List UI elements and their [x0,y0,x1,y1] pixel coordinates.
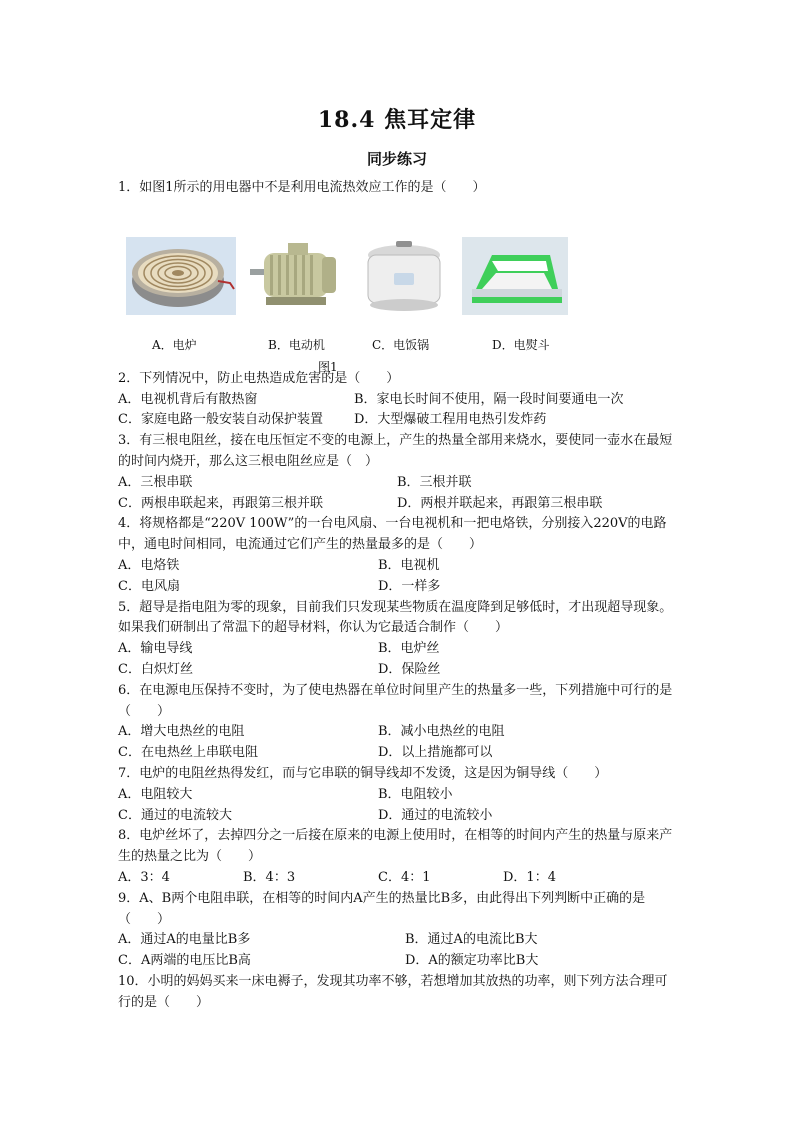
option-row [118,390,678,411]
electric-motor-image [246,237,346,315]
option-d: D．大型爆破工程用电热引发炸药 [354,412,547,428]
figure-label: 图1 [318,359,338,374]
option-row [118,868,678,889]
option-b: B．通过A的电流比B大 [405,932,538,948]
question-10: 10．小明的妈妈买来一床电褥子，发现其功率不够，若想增加其放热的功率，则下列方法合理可行的是（ ） [118,973,668,1010]
electric-iron-image [462,237,568,315]
option-c: C．白炽灯丝 [118,661,193,677]
option-label: B．电动机 [268,337,325,352]
option-a: A．输电导线 [118,641,193,657]
option-a: A．3：4 [118,869,170,885]
option-a: A．增大电热丝的电阻 [118,724,245,740]
option-c: C．4：1 [378,869,431,885]
question-8: 8．电炉丝坏了，去掉四分之一后接在原来的电源上使用时，在相等的时间内产生的热量与原来产生的热量之比为（ ） [118,828,673,865]
page-title: 18.4 焦耳定律 [317,107,477,133]
option-b: B．电炉丝 [378,641,440,657]
question-2: 2．下列情况中，防止电热造成危害的是（ ） [118,370,400,386]
option-row [118,473,678,494]
option-b: B．电阻较小 [378,786,453,802]
option-row [118,494,678,515]
option-a: A．三根串联 [118,474,193,490]
option-row [118,806,678,827]
option-row [118,722,678,743]
option-b: B．家电长时间不使用，隔一段时间要通电一次 [354,391,624,407]
question-5: 5．超导是指电阻为零的现象，目前我们只发现某些物质在温度降到足够低时，才出现超导现象。如果我们研制出了常温下的超导材料，你认为它最适合制作（ ） [118,599,673,636]
option-c: C．在电热丝上串联电阻 [118,745,258,761]
option-row [118,577,678,598]
figure-1 [118,199,678,374]
rice-cooker-image [356,237,452,315]
option-row [118,743,678,764]
option-d: D．A的额定功率比B大 [405,953,539,969]
option-b: B．4：3 [243,869,296,885]
question-3: 3．有三根电阻丝，接在电压恒定不变的电源上，产生的热量全部用来烧水，要使同一壶水在最短的时间内烧开，那么这三根电阻丝应是（ ） [118,433,673,469]
question-1: 1．如图1所示的用电器中不是利用电流热效应工作的是（ ） [118,180,486,195]
option-d: D．以上措施都可以 [378,745,493,761]
question-7: 7．电炉的电阻丝热得发红，而与它串联的铜导线却不发烫，这是因为铜导线（ ） [118,765,608,781]
option-d: D．两根并联起来，再跟第三根串联 [397,495,603,511]
option-label: C．电饭锅 [372,337,430,352]
option-row [118,785,678,806]
option-row [118,410,678,431]
option-row [118,660,678,681]
option-row [118,930,678,951]
option-a: A．电烙铁 [118,557,180,573]
option-d: D．1：4 [503,869,556,885]
option-d: D．一样多 [378,578,441,594]
option-a: A．通过A的电量比B多 [118,932,251,948]
question-9: 9．A、B两个电阻串联，在相等的时间内A产生的热量比B多，由此得出下列判断中正确的是（ ） [118,890,646,927]
option-a: A．电阻较大 [118,786,193,802]
option-b: B．电视机 [378,557,440,573]
option-c: C．两根串联起来，再跟第三根并联 [118,495,323,511]
option-d: D．保险丝 [378,661,441,677]
option-row [118,556,678,577]
option-c: C．A两端的电压比B高 [118,953,251,969]
option-c: C．家庭电路一般安装自动保护装置 [118,412,323,428]
page-subtitle: 同步练习 [366,150,427,168]
option-label: D．电熨斗 [492,337,550,352]
question-4: 4．将规格都是“220V 100W”的一台电风扇、一台电视机和一把电烙铁，分别接入220V的电路中，通电时间相同，电流通过它们产生的热量最多的是（ ） [118,516,667,553]
question-6: 6．在电源电压保持不变时，为了使电热器在单位时间里产生的热量多一些，下列措施中可行的是（ ） [118,682,673,719]
option-c: C．通过的电流较大 [118,807,232,823]
electric-stove-image [126,237,236,315]
option-b: B．三根并联 [397,474,472,490]
question-list [118,178,678,1014]
option-row [118,639,678,660]
option-a: A．电视机背后有散热窗 [118,391,258,407]
option-d: D．通过的电流较小 [378,807,493,823]
option-c: C．电风扇 [118,578,180,594]
option-label: A．电炉 [152,337,197,352]
option-b: B．减小电热丝的电阻 [378,724,505,740]
option-row [118,951,678,972]
